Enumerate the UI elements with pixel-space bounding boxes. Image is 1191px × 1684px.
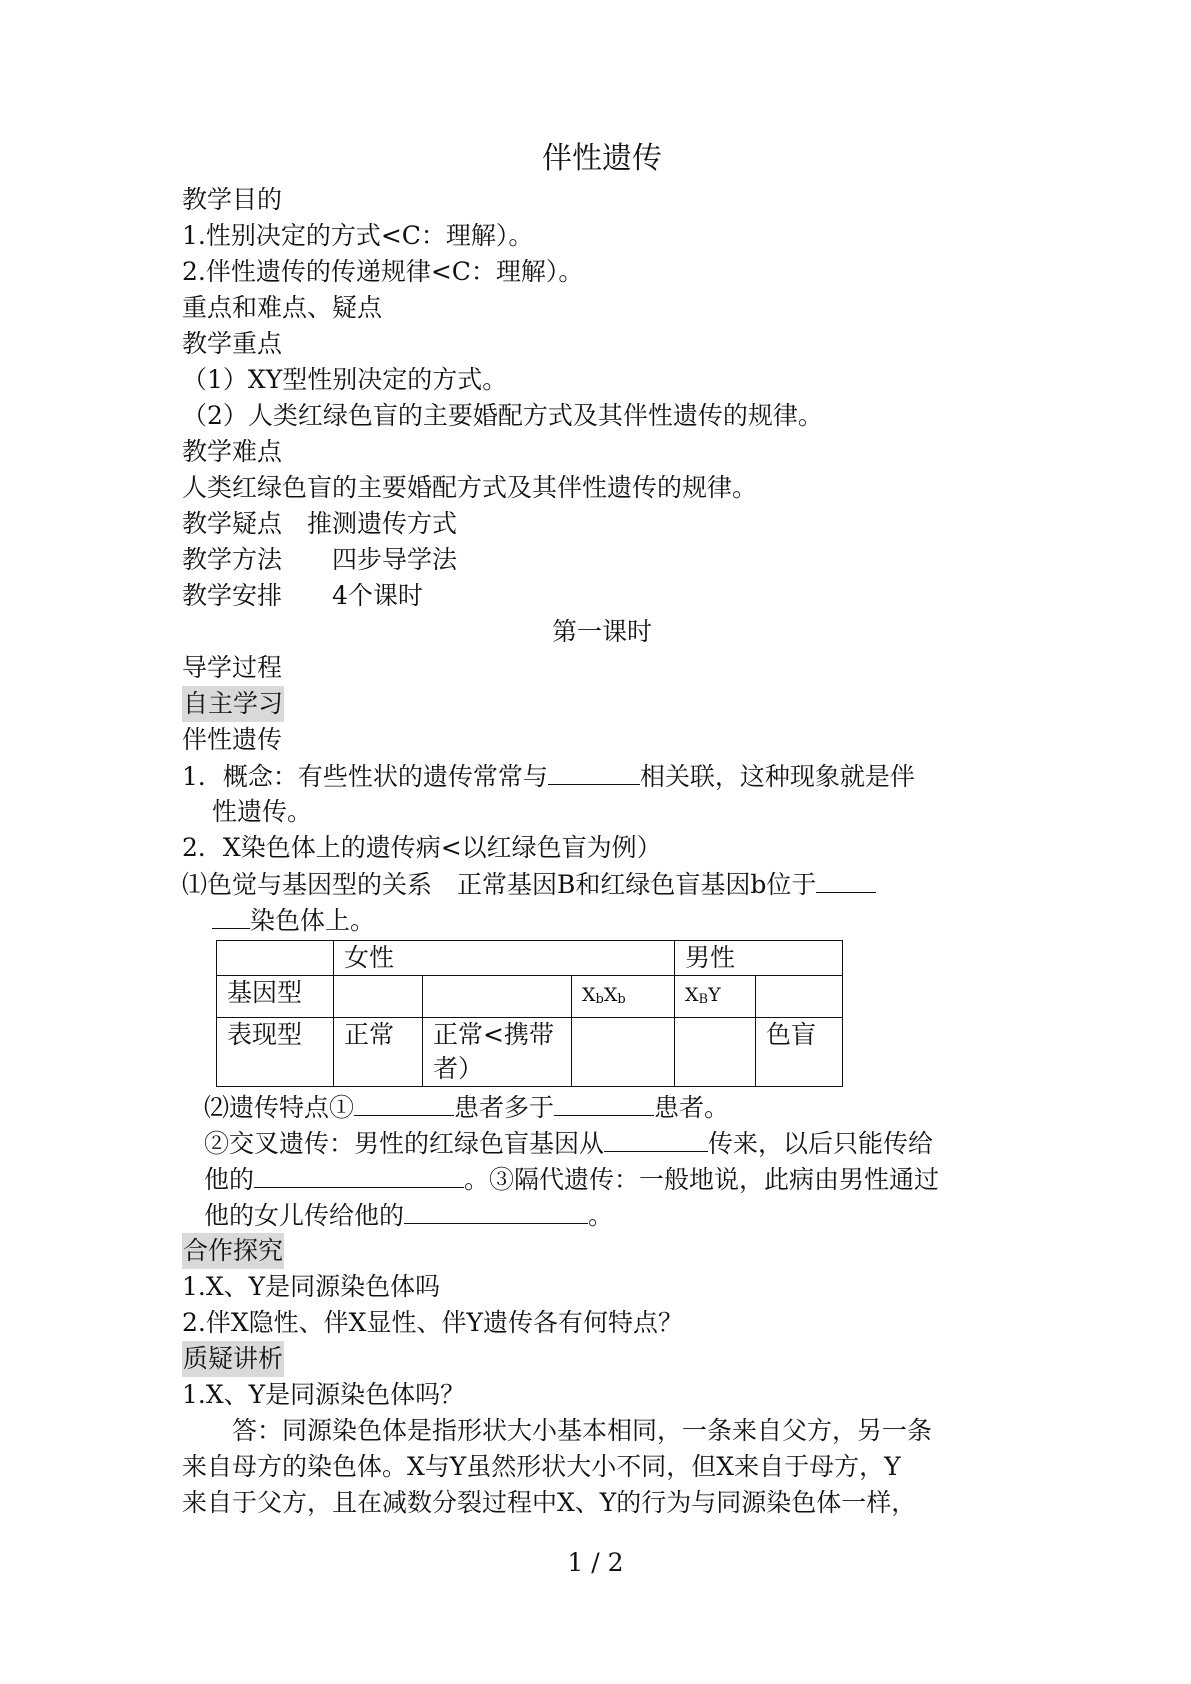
focus-item-1: （1）XY型性别决定的方式。 [182, 365, 508, 394]
table-row [217, 1018, 843, 1087]
fill-blank-concept [548, 758, 640, 785]
fill-blank-feature-2 [554, 1089, 654, 1116]
focus-heading: 教学重点 [182, 329, 283, 358]
genotype-table [216, 940, 843, 1087]
table-cell-empty [217, 941, 334, 976]
phenotype-label: 表现型 [217, 1018, 334, 1087]
topic-line: 伴性遗传 [182, 725, 283, 754]
table-row [217, 976, 843, 1018]
cross-text-b: 传来，以后只能传给 [708, 1129, 934, 1158]
arrangement-line: 教学安排 4个课时 [182, 581, 423, 610]
cooperation-item-1: 1.X、Y是同源染色体吗 [182, 1272, 441, 1301]
focus-item-2: （2）人类红绿色盲的主要婚配方式及其伴性遗传的规律。 [182, 401, 823, 430]
genotype-table-wrap [216, 940, 1022, 1087]
cooperation-heading: 合作探究 [182, 1233, 284, 1269]
qa-answer-line-1: 答：同源染色体是指形状大小基本相同，一条来自父方，另一条 [182, 1416, 933, 1445]
table-row [217, 941, 843, 976]
page-number: 1 / 2 [567, 1548, 624, 1577]
objectives-heading: 教学目的 [182, 185, 283, 214]
self-study-heading: 自主学习 [182, 686, 284, 722]
doubt-line: 教学疑点 推测遗传方式 [182, 509, 458, 538]
qa-answer-line-2: 来自母方的染色体。X与Y虽然形状大小不同，但X来自于母方，Y [182, 1452, 901, 1481]
method-line: 教学方法 四步导学法 [182, 545, 458, 574]
genotype-label: 基因型 [217, 976, 334, 1018]
qa-question: 1.X、Y是同源染色体吗？ [182, 1380, 466, 1409]
genotype-cell-blank-2 [423, 976, 572, 1018]
fill-blank-relation-2 [212, 902, 250, 929]
lesson-title: 第一课时 [551, 617, 652, 646]
fill-blank-feature-1 [354, 1089, 454, 1116]
concept-line-2: 性遗传。 [212, 797, 313, 826]
cross-text-c: 他的 [204, 1165, 255, 1194]
document-body [182, 136, 1022, 1521]
table-header-female: 女性 [334, 941, 675, 976]
feature-line [182, 1089, 1022, 1125]
cross-text-f: 。 [588, 1201, 614, 1230]
phenotype-colorblind: 色盲 [756, 1018, 843, 1087]
cooperation-item-2: 2.伴X隐性、伴X显性、伴Y遗传各有何特点？ [182, 1308, 683, 1337]
fill-blank-relation-1 [816, 866, 876, 893]
table-header-male: 男性 [675, 941, 843, 976]
feature-text-b: 患者多于 [454, 1093, 555, 1122]
fill-blank-cross-1 [604, 1125, 708, 1152]
cross-text-d: 。③隔代遗传：一般地说，此病由男性通过 [464, 1165, 940, 1194]
objective-item-1: 1.性别决定的方式<C：理解）。 [182, 221, 534, 250]
phenotype-carrier: 正常<携带 者） [423, 1018, 572, 1087]
process-heading: 导学过程 [182, 653, 283, 682]
phenotype-normal: 正常 [334, 1018, 423, 1087]
concept-line [182, 758, 1022, 794]
fill-blank-cross-2 [254, 1161, 464, 1188]
feature-text-c: 患者。 [654, 1093, 730, 1122]
relation-line-2 [182, 902, 1022, 938]
cross-text-e: 他的女儿传给他的 [204, 1201, 405, 1230]
relation-line [182, 866, 1022, 902]
cross-line-3 [182, 1197, 1022, 1233]
cross-line-1 [182, 1125, 1022, 1161]
qa-answer-line-3: 来自于父方，且在减数分裂过程中X、Y的行为与同源染色体一样， [182, 1488, 917, 1517]
relation-text-a: ⑴色觉与基因型的关系 正常基因B和红绿色盲基因b位于 [182, 870, 817, 899]
key-points-heading: 重点和难点、疑点 [182, 293, 383, 322]
cross-line-2 [182, 1161, 1022, 1197]
genotype-cell-xbxb: XbXb [572, 976, 675, 1018]
document-title: 伴性遗传 [542, 141, 662, 176]
difficulty-heading: 教学难点 [182, 437, 283, 466]
fill-blank-cross-3 [404, 1197, 588, 1224]
genotype-cell-blank-3 [756, 976, 843, 1018]
relation-text-b: 染色体上。 [250, 906, 376, 935]
genotype-cell-blank-1 [334, 976, 423, 1018]
x-disease-line: 2．X染色体上的遗传病<以红绿色盲为例） [182, 833, 662, 862]
feature-text-a: ⑵遗传特点① [204, 1093, 355, 1122]
concept-text-b: 相关联，这种现象就是伴 [639, 762, 915, 791]
difficulty-text: 人类红绿色盲的主要婚配方式及其伴性遗传的规律。 [182, 473, 758, 502]
qa-heading: 质疑讲析 [182, 1341, 284, 1377]
genotype-cell-xby: XBY [675, 976, 756, 1018]
phenotype-cell-blank-1 [572, 1018, 675, 1087]
phenotype-cell-blank-2 [675, 1018, 756, 1087]
cross-text-a: ②交叉遗传：男性的红绿色盲基因从 [204, 1129, 605, 1158]
concept-text-a: 1．概念：有些性状的遗传常常与 [182, 762, 548, 791]
objective-item-2: 2.伴性遗传的传递规律<C：理解）。 [182, 257, 584, 286]
